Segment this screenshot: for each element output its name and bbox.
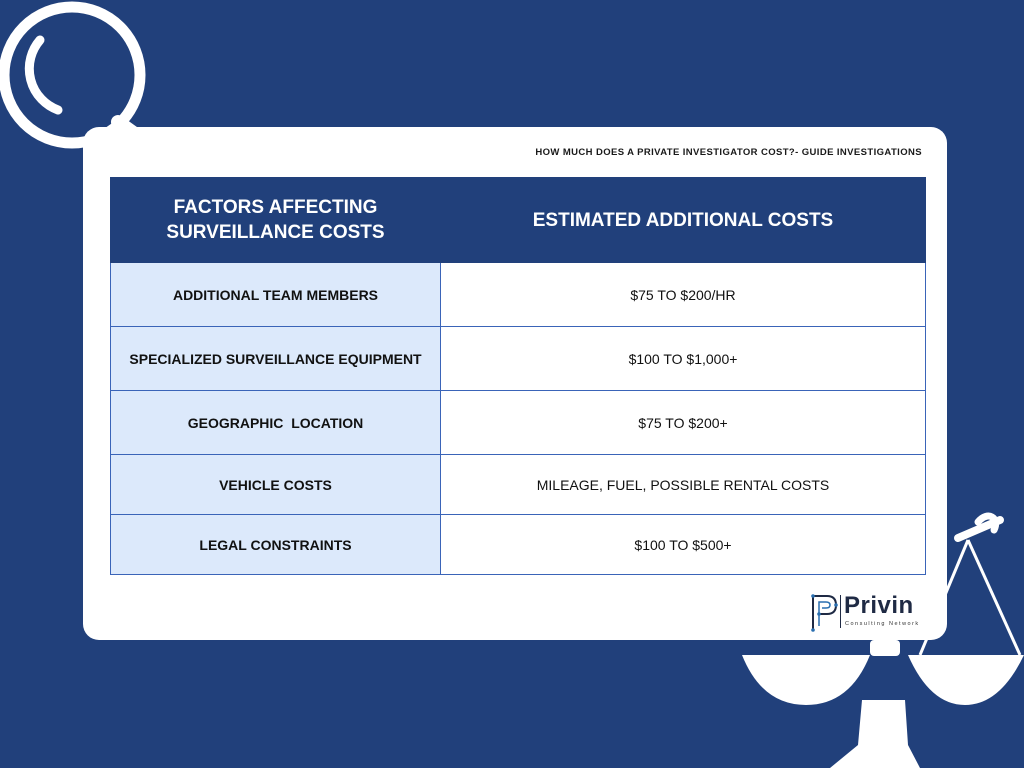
magnifying-glass-icon (4, 7, 150, 145)
table-row (111, 263, 926, 327)
table-row (111, 391, 926, 455)
page-heading: HOW MUCH DOES A PRIVATE INVESTIGATOR COST?- GUIDE INVESTIGATIONS (535, 147, 922, 158)
table-header-row (111, 178, 926, 263)
cost-cell: $75 TO $200/HR (441, 263, 926, 327)
header-factors: FACTORS AFFECTING SURVEILLANCE COSTS (111, 178, 441, 263)
privin-logo (809, 592, 921, 632)
cost-cell: $100 TO $500+ (441, 515, 926, 575)
cost-cell: $100 TO $1,000+ (441, 327, 926, 391)
cost-cell: MILEAGE, FUEL, POSSIBLE RENTAL COSTS (441, 455, 926, 515)
factor-cell: GEOGRAPHIC LOCATION (111, 391, 441, 455)
table-row (111, 515, 926, 575)
header-costs: ESTIMATED ADDITIONAL COSTS (441, 178, 926, 263)
table-row (111, 327, 926, 391)
cost-table (110, 177, 926, 575)
table-row (111, 455, 926, 515)
logo-tagline: Consulting Network (845, 621, 920, 627)
factor-cell: ADDITIONAL TEAM MEMBERS (111, 263, 441, 327)
factor-cell: SPECIALIZED SURVEILLANCE EQUIPMENT (111, 327, 441, 391)
logo-name: Privin (844, 592, 914, 619)
factor-cell: VEHICLE COSTS (111, 455, 441, 515)
content-card (83, 127, 947, 640)
privin-logo-icon (809, 592, 839, 632)
factor-cell: LEGAL CONSTRAINTS (111, 515, 441, 575)
cost-cell: $75 TO $200+ (441, 391, 926, 455)
